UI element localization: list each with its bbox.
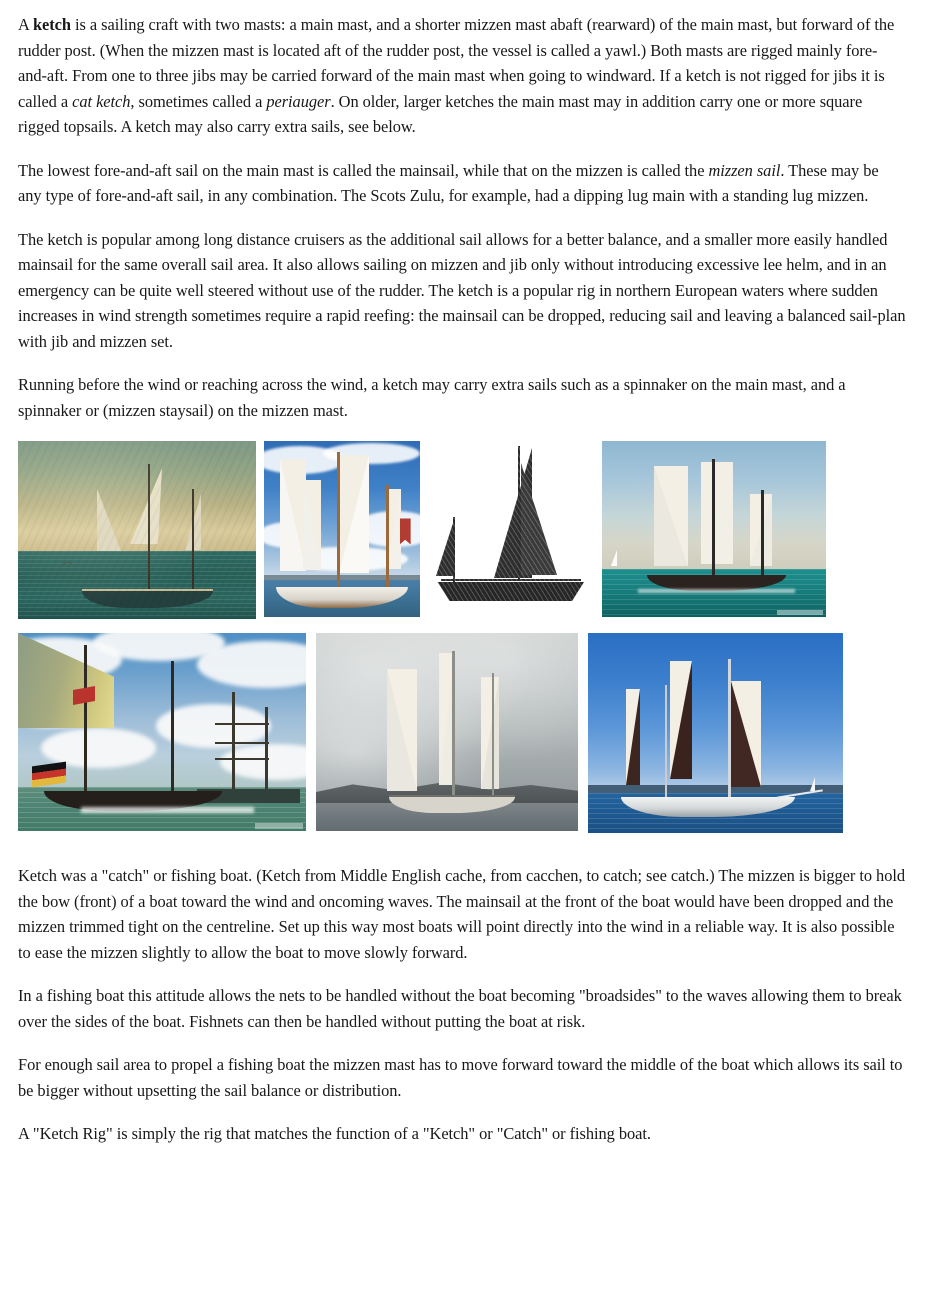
text-run-normal: The lowest fore-and-aft sail on the main mast is called the mainsail, while that on the mizzen is called the (18, 160, 709, 180)
text-run-normal: A "Ketch Rig" is simply the rig that matches the function of a "Ketch" or "Catch" or fishing boat. (18, 1124, 651, 1143)
distant-sailboat (611, 550, 617, 566)
staysail (303, 480, 321, 570)
paragraph-sails (18, 158, 906, 209)
mizzen-sail (626, 689, 640, 785)
gallery-row-1 (18, 441, 920, 619)
text-run-normal: For enough sail area to propel a fishing boat the mizzen mast has to move forward toward the middle of the boat which allows its sail to be bigger without upsetting the sail balance or distribution. (18, 1055, 903, 1100)
photo-dark-hull-ketch (602, 441, 826, 617)
text-run-normal: , sometimes called a (130, 91, 267, 111)
jib-sail (280, 459, 306, 571)
mizzen-sail (387, 489, 401, 569)
background-tall-ship (208, 692, 300, 795)
foremast (84, 645, 87, 795)
jib-sail (654, 466, 688, 566)
mizzen-sail (481, 677, 499, 789)
paragraph-intro (18, 12, 906, 140)
main-mast (518, 446, 521, 580)
boom (441, 579, 580, 581)
photo-german-flag-ketch (18, 633, 306, 831)
main-mast (452, 651, 455, 805)
mainsail (701, 462, 733, 564)
main-mast (337, 452, 340, 593)
mizzen-mast (386, 485, 389, 591)
photo-ketch-engraving (428, 441, 594, 613)
text-run-normal: A (18, 15, 33, 34)
mainsail (670, 661, 692, 779)
paragraph-etymology (18, 863, 906, 965)
wake (638, 589, 795, 593)
mizzen-mast (665, 685, 668, 801)
ketch-photo-gallery (18, 441, 920, 833)
text-run-italic: mizzen sail (708, 160, 781, 180)
text-run-normal: . These may be any type of fore-and-aft sail, in any combination. The Scots Zulu, for example, had a dipping lug main with a standing lug mizzen. (18, 160, 879, 205)
main-mast (728, 659, 731, 799)
photo-grey-ketch (316, 633, 578, 831)
gallery-text-spacer (18, 833, 920, 863)
photo-credit-watermark (255, 823, 303, 829)
wake (81, 807, 254, 813)
paragraph-popularity (18, 227, 906, 355)
photo-credit-watermark (777, 610, 823, 615)
text-run-normal: The ketch is popular among long distance cruisers as the additional sail allows for a better balance, and a smaller more easily handled mainsail for the same overall sail area. It also allows sailing on mizzen and jib only without introducing excessive lee helm, and in an emergency can be quite well steered without use of the rudder. The ketch is a popular rig in northern European waters where sudden increases in wind strength sometimes require a rapid reefing: the mainsail can be dropped, reducing sail and leaving a balanced sail-plan with jib and mizzen set. (18, 229, 906, 351)
photo-tanbark-ketch (588, 633, 843, 833)
gallery-row-2 (18, 633, 920, 833)
mast (265, 707, 268, 796)
jib-sail (521, 463, 557, 575)
text-run-normal: Ketch was a "catch" or fishing boat. (Ketch from Middle English cache, from cacchen, to catch; see catch.) The mizzen is bigger to hold the bow (front) of a boat toward the wind and oncoming waves. The mainsail at the front of the boat would have been dropped and the mizzen trimmed tight on the centreline. Set up this way most boats will point directly into the wind in a reliable way. It is also possible to ease the mizzen slightly to allow the boat to move slowly forward. (18, 866, 905, 962)
mast (232, 692, 235, 795)
paragraph-extra-sails (18, 372, 906, 423)
text-run-normal: Running before the wind or reaching across the wind, a ketch may carry extra sails such as a spinnaker on the main mast, and a spinnaker or (mizzen staysail) on the mizzen mast. (18, 375, 846, 420)
german-flag (32, 761, 66, 787)
text-run-italic: periauger (266, 91, 331, 111)
mainsail (339, 455, 369, 573)
jib-sail (387, 669, 417, 791)
text-run-bold: ketch (32, 15, 71, 34)
paragraph-sail-area (18, 1052, 906, 1103)
text-run-normal: is a sailing craft with two masts: a main mast, and a shorter mizzen mast abaft (rearward) of the main mast, but forward of the rudder post. (When the mizzen mast is located aft of the rudder post, the vessel is called a yawl.) Both masts are rigged mainly fore-and-aft. From one to three jibs may be carried forward of the main mast when going to windward. If a ketch is not rigged for jibs it is called a (18, 15, 895, 111)
mizzen-sail (436, 520, 454, 576)
mizzen-mast (492, 673, 495, 804)
paragraph-fishing-nets (18, 983, 906, 1034)
yard (215, 742, 268, 744)
text-run-italic: cat ketch (72, 91, 131, 111)
jib-sail (731, 681, 761, 787)
photo-vintage-ketch (18, 441, 256, 619)
yard (215, 758, 268, 760)
film-grain-overlay (18, 441, 256, 619)
text-run-normal: In a fishing boat this attitude allows the nets to be handled without the boat becoming "broadsides" to the waves allowing them to break over the sides of the boat. Fishnets can then be handled without putting the boat at risk. (18, 986, 902, 1031)
distant-sailboat (810, 777, 815, 791)
hull (435, 582, 584, 601)
mizzen-mast (761, 490, 764, 578)
paragraph-ketch-rig (18, 1121, 906, 1147)
photo-white-wooden-ketch (264, 441, 420, 617)
mizzen-mast (171, 661, 174, 796)
main-mast (712, 459, 715, 579)
yard (215, 723, 268, 725)
text-run-normal: . On older, larger ketches the main mast may in addition carry one or more square rigged topsails. A ketch may also carry extra sails, see below. (18, 91, 863, 136)
